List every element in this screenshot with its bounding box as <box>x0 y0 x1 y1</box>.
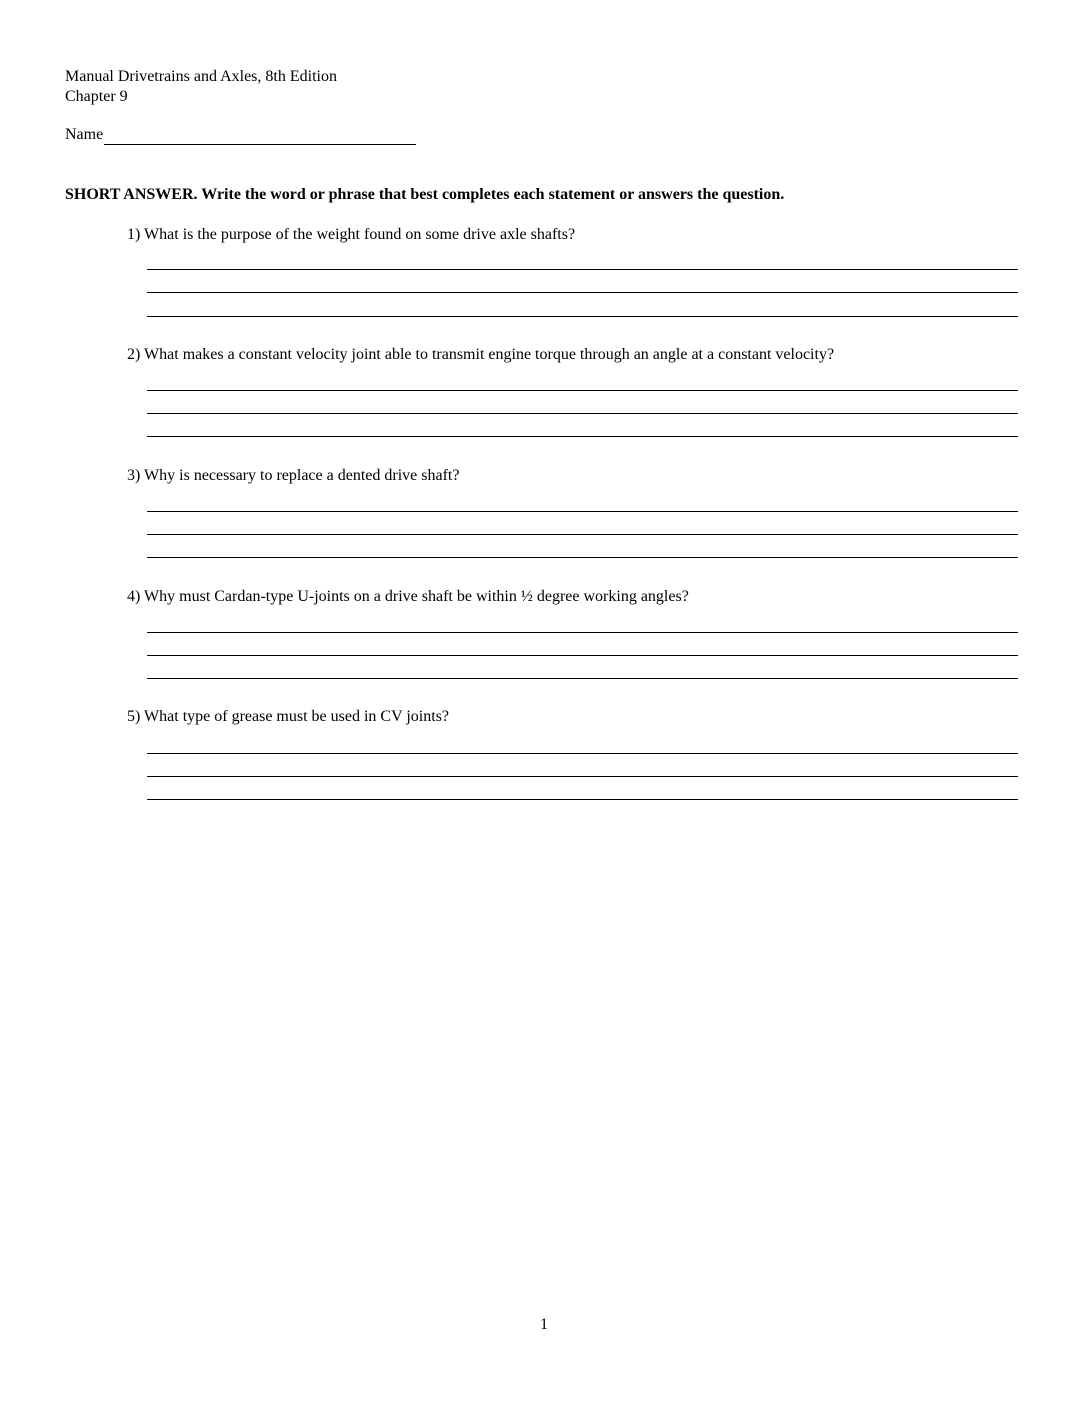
name-label: Name <box>65 126 104 143</box>
answer-line[interactable] <box>147 292 1018 293</box>
answer-line[interactable] <box>147 534 1018 535</box>
answer-line[interactable] <box>147 799 1018 800</box>
question-text: 4) Why must Cardan-type U-joints on a drive shaft be within ½ degree working angles? <box>127 588 689 605</box>
answer-line[interactable] <box>147 655 1018 656</box>
question-block <box>127 345 1018 365</box>
name-blank-line[interactable] <box>104 126 416 145</box>
document-header <box>65 67 337 107</box>
question-block <box>127 466 1018 486</box>
question-text: 1) What is the purpose of the weight found on some drive axle shafts? <box>127 226 576 243</box>
section-instructions: SHORT ANSWER. Write the word or phrase that best completes each statement or answers the question. <box>65 186 785 203</box>
question-text: 5) What type of grease must be used in CV joints? <box>127 708 450 725</box>
answer-line[interactable] <box>147 753 1018 754</box>
answer-line[interactable] <box>147 390 1018 391</box>
name-field[interactable] <box>65 125 416 145</box>
answer-line[interactable] <box>147 269 1018 270</box>
question-block <box>127 707 1018 727</box>
chapter-label: Chapter 9 <box>65 88 128 105</box>
answer-line[interactable] <box>147 678 1018 679</box>
answer-line[interactable] <box>147 557 1018 558</box>
question-block <box>127 587 1018 607</box>
question-text: 2) What makes a constant velocity joint able to transmit engine torque through an angle at a constant velocity? <box>127 346 835 363</box>
answer-line[interactable] <box>147 776 1018 777</box>
answer-line[interactable] <box>147 436 1018 437</box>
book-title: Manual Drivetrains and Axles, 8th Edition <box>65 68 337 85</box>
answer-line[interactable] <box>147 632 1018 633</box>
page-number: 1 <box>540 1316 548 1333</box>
answer-line[interactable] <box>147 413 1018 414</box>
answer-line[interactable] <box>147 511 1018 512</box>
question-block <box>127 225 1018 245</box>
answer-line[interactable] <box>147 316 1018 317</box>
question-text: 3) Why is necessary to replace a dented drive shaft? <box>127 467 460 484</box>
